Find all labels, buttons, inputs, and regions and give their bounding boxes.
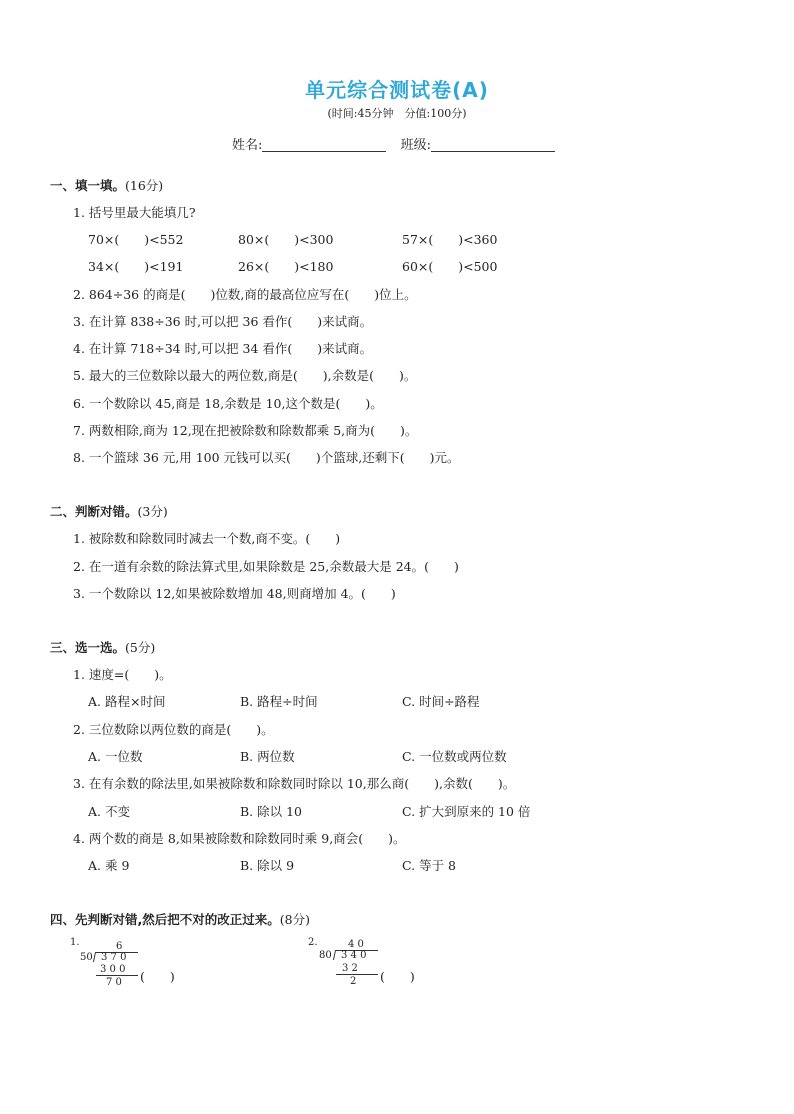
name-label: 姓名: [232, 138, 263, 153]
student-info-bar [232, 134, 555, 153]
s1-grid-0-1: 80×( )<300 [238, 232, 334, 247]
work-2-division-bracket [333, 950, 336, 960]
s1-q3: 3. 在计算 838÷36 时,可以把 36 看作( )来试商。 [73, 314, 373, 329]
s3-q3-option-c: C. 扩大到原来的 10 倍 [402, 804, 531, 819]
section-1-title: 一、填一填。 [50, 178, 126, 193]
work-2-number: 2. [308, 937, 318, 948]
s3-q1-option-a: A. 路程×时间 [88, 694, 166, 709]
s1-q4: 4. 在计算 718÷34 时,可以把 34 看作( )来试商。 [73, 341, 373, 356]
s3-q3-option-a: A. 不变 [88, 804, 130, 819]
section-4-title: 四、先判断对错,然后把不对的改正过来。 [50, 912, 280, 927]
class-field[interactable] [431, 138, 555, 152]
section-2-heading [50, 502, 168, 520]
class-label: 班级: [400, 138, 432, 153]
s3-q3-option-b: B. 除以 10 [240, 804, 303, 819]
section-1-heading [50, 176, 163, 194]
s3-q2-option-c: C. 一位数或两位数 [402, 749, 507, 764]
work-1-product: 3 0 0 [96, 964, 138, 976]
s1-grid-0-2: 57×( )<360 [402, 232, 498, 247]
s1-grid-1-1: 26×( )<180 [238, 259, 334, 274]
section-3-title: 三、选一选。 [50, 640, 126, 655]
work-1-dividend: 3 7 0 [101, 952, 127, 963]
section-4-points: (8分) [279, 912, 310, 927]
work-2-dividend: 3 4 0 [341, 950, 367, 961]
s3-q4-option-b: B. 除以 9 [240, 858, 295, 873]
s3-q1: 1. 速度=( )。 [73, 667, 172, 682]
s2-q1: 1. 被除数和除数同时减去一个数,商不变。( ) [73, 531, 341, 546]
s2-q2: 2. 在一道有余数的除法算式里,如果除数是 25,余数最大是 24。( ) [73, 559, 459, 574]
work-1-remainder: 7 0 [106, 977, 122, 988]
section-2-points: (3分) [137, 504, 168, 519]
exam-time-score: (时间:45分钟 分值:100分) [327, 107, 467, 120]
s3-q4: 4. 两个数的商是 8,如果被除数和除数同时乘 9,商会( )。 [73, 831, 406, 846]
work-1-divisor: 50 [80, 952, 93, 963]
s1-grid-1-2: 60×( )<500 [402, 259, 498, 274]
section-3-heading [50, 638, 155, 656]
s3-q2-option-b: B. 两位数 [240, 749, 295, 764]
section-2-title: 二、判断对错。 [50, 504, 138, 519]
s3-q3: 3. 在有余数的除法里,如果被除数和除数同时除以 10,那么商( ),余数( )。 [73, 776, 516, 791]
s3-q2: 2. 三位数除以两位数的商是( )。 [73, 722, 274, 737]
work-1-division-bracket [93, 952, 96, 962]
section-4-heading [50, 910, 310, 928]
s3-q4-option-c: C. 等于 8 [402, 858, 456, 873]
s1-grid-1-0: 34×( )<191 [88, 259, 184, 274]
work-2-remainder: 2 [350, 976, 357, 987]
work-1-number: 1. [70, 937, 80, 948]
work-1-quotient: 6 [116, 941, 123, 952]
s3-q1-option-b: B. 路程÷时间 [240, 694, 318, 709]
s1-q2: 2. 864÷36 的商是( )位数,商的最高位应写在( )位上。 [73, 287, 417, 302]
s2-q3: 3. 一个数除以 12,如果被除数增加 48,则商增加 4。( ) [73, 586, 396, 601]
work-2-answer-paren[interactable]: ( ) [380, 969, 415, 984]
s1-q1: 1. 括号里最大能填几? [73, 205, 196, 220]
work-2-divisor: 80 [319, 950, 332, 961]
work-1-answer-paren[interactable]: ( ) [140, 969, 175, 984]
s3-q4-option-a: A. 乘 9 [88, 858, 130, 873]
work-2-product: 3 2 [336, 963, 378, 975]
s1-grid-0-0: 70×( )<552 [88, 232, 184, 247]
s1-q6: 6. 一个数除以 45,商是 18,余数是 10,这个数是( )。 [73, 396, 383, 411]
s1-q8: 8. 一个篮球 36 元,用 100 元钱可以买( )个篮球,还剩下( )元。 [73, 450, 460, 465]
s3-q1-option-c: C. 时间÷路程 [402, 694, 480, 709]
s1-q5: 5. 最大的三位数除以最大的两位数,商是( ),余数是( )。 [73, 368, 417, 383]
work-2-quotient: 4 0 [348, 939, 364, 950]
section-1-points: (16分) [125, 178, 164, 193]
section-3-points: (5分) [125, 640, 156, 655]
s3-q2-option-a: A. 一位数 [88, 749, 143, 764]
page-title: 单元综合测试卷(A) [305, 78, 489, 102]
name-field[interactable] [262, 138, 386, 152]
s1-q7: 7. 两数相除,商为 12,现在把被除数和除数都乘 5,商为( )。 [73, 423, 418, 438]
